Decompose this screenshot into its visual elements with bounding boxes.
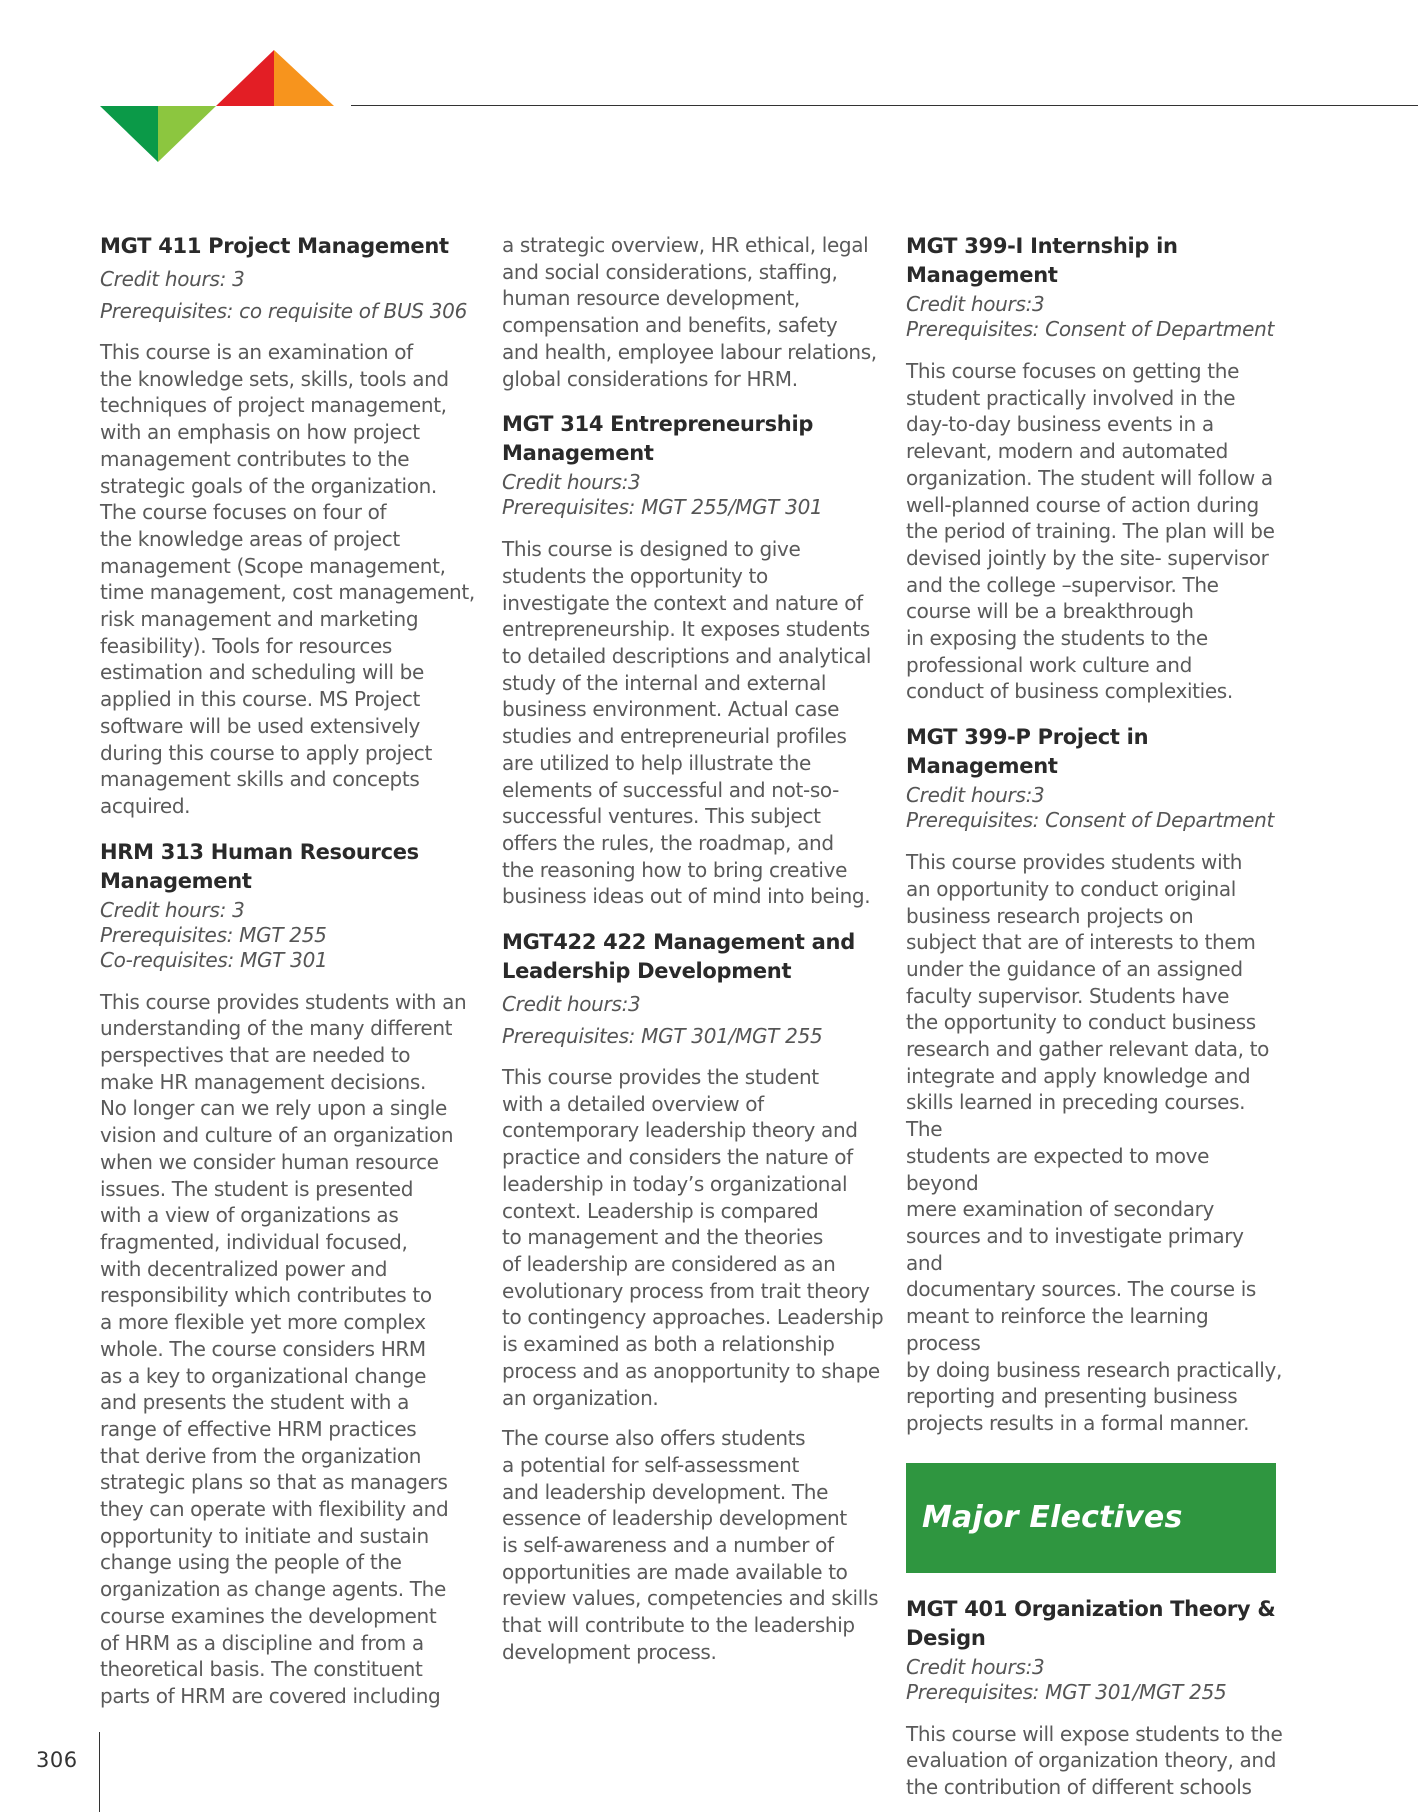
course-description: This course provides the student with a detailed overview of contemporary leadership theory and practice and considers the nature of leadership in today’s organizational context. Leadership is compared to management and the theories of leadership are considered as an evolutionary process from trait theory to contingency approaches. Leadership is examined as both a relationship process and as anopportunity to shape an organization.	[502, 1065, 884, 1410]
footer-rule	[99, 1732, 100, 1812]
logo-triangle-green-light	[158, 106, 216, 162]
course-description: This course provides students with an understanding of the many different perspectives that are needed to make HR management decisions. No longer can we rely upon a single vision and culture of an organization when we consider human resource issues. The student is presented with a view of organizations as fragmented, individual focused, with decentralized power and responsibility which contributes to a more flexible yet more complex whole. The course considers HRM as a key to organizational change and presents the student with a range of effective HRM practices that derive from the organization strategic plans so that as managers they can operate with flexibility and opportunity to initiate and sustain change using the people of the organization as change agents. The course examines the development of HRM as a discipline and from a theoretical basis. The constituent parts of HRM are covered including	[100, 989, 467, 1708]
credit-hours: Credit hours:3	[502, 470, 641, 495]
header-rule	[351, 105, 1418, 106]
course-mgt-399-i	[906, 232, 1286, 705]
column-2	[502, 232, 884, 1666]
prerequisites: Prerequisites: MGT 301/MGT 255	[502, 1024, 823, 1049]
column-3	[906, 232, 1286, 1801]
prerequisites: Prerequisites: MGT 255/MGT 301	[502, 495, 823, 520]
course-description: This course is designed to give students the opportunity to investigate the context and nature of entrepreneurship. It exposes students to detailed descriptions and analytical study of the internal and external business environment. Actual case studies and entrepreneurial profiles are utilized to help illustrate the elements of successful and not-so- successful ventures. This subject offers the rules, the roadmap, and the reasoning how to bring creative business ideas out of mind into being.	[502, 537, 872, 909]
credit-hours: Credit hours: 3	[100, 897, 245, 922]
course-mgt-411	[100, 232, 480, 820]
course-title: HRM 313 Human Resources Management	[100, 839, 419, 893]
logo-triangle-red	[216, 50, 274, 106]
course-description: This course will expose students to the evaluation of organization theory, and the contribution of different schools	[906, 1721, 1283, 1800]
course-mgt-399-p	[906, 723, 1286, 1436]
course-description: This course is an examination of the knowledge sets, skills, tools and techniques of project management, with an emphasis on how project management contributes to the strategic goals of the organization. The course focuses on four of the knowledge areas of project management (Scope management, time management, cost management, risk management and marketing feasibility). Tools for resources estimation and scheduling will be applied in this course. MS Project software will be used extensively during this course to apply project management skills and concepts acquired.	[100, 340, 475, 818]
logo-triangles-icon	[100, 50, 334, 162]
logo-triangle-green-dark	[100, 106, 158, 162]
prerequisites: Prerequisites: co requisite of BUS 306	[100, 299, 468, 323]
course-mgt-401	[906, 1595, 1286, 1801]
course-mgt-422	[502, 928, 884, 1665]
credit-hours: Credit hours:3	[906, 1654, 1045, 1679]
logo-triangle-orange	[274, 50, 334, 106]
course-title: MGT 399-I Internship in Management	[906, 234, 1178, 287]
prerequisites: Prerequisites: Consent of Department	[906, 808, 1275, 833]
prerequisites: Prerequisites: Consent of Department	[906, 317, 1275, 341]
credit-hours: Credit hours:3	[906, 292, 1045, 316]
corequisites: Co-requisites: MGT 301	[100, 947, 328, 972]
course-description-2: The course also offers students a potential for self-assessment and leadership development. The essence of leadership development is self-awareness and a number of opportunities are made available to review values, competencies and skills that will contribute to the leadership development process.	[502, 1426, 879, 1664]
prerequisites: Prerequisites: MGT 301/MGT 255	[906, 1679, 1227, 1704]
course-title: MGT 401 Organization Theory & Design	[906, 1596, 1276, 1650]
column-1	[100, 232, 480, 1710]
major-electives-banner	[906, 1463, 1276, 1573]
course-title: MGT 314 Entrepreneurship Management	[502, 412, 814, 466]
course-title: MGT 411 Project Management	[100, 234, 449, 258]
credit-hours: Credit hours: 3	[100, 267, 245, 291]
prerequisites: Prerequisites: MGT 255	[100, 922, 327, 947]
banner-label: Major Electives	[922, 1500, 1183, 1536]
course-hrm-313	[100, 838, 480, 1710]
page-number: 306	[36, 1748, 78, 1772]
course-description-continued: a strategic overview, HR ethical, legal and social considerations, staffing, human resource development, compensation and benefits, safety and health, employee labour relations, global considerations for HRM.	[502, 233, 877, 391]
course-mgt-314	[502, 410, 884, 910]
course-description: This course focuses on getting the student practically involved in the day-to-day business events in a relevant, modern and automated organization. The student will follow a well-planned course of action during the period of training. The plan will be devised jointly by the site- supervisor and the college –supervisor. The course will be a breakthrough in exposing the students to the professional work culture and conduct of business complexities.	[906, 359, 1275, 704]
course-title: MGT 399-P Project in Management	[906, 725, 1149, 779]
credit-hours: Credit hours:3	[906, 783, 1045, 808]
credit-hours: Credit hours:3	[502, 992, 641, 1017]
course-title: MGT422 422 Management and Leadership Development	[502, 930, 855, 984]
course-description: This course provides students with an opportunity to conduct original business research projects on subject that are of interests to them under the guidance of an assigned faculty supervisor. Students have the opportunity to conduct business research and gather relevant data, to integrate and apply knowledge and skills learned in preceding courses. The students are expected to move beyond mere examination of secondary sources and to investigate primary and documentary sources. The course is meant to reinforce the learning process by doing business research practically, reporting and presenting business projects results in a formal manner.	[906, 850, 1282, 1435]
